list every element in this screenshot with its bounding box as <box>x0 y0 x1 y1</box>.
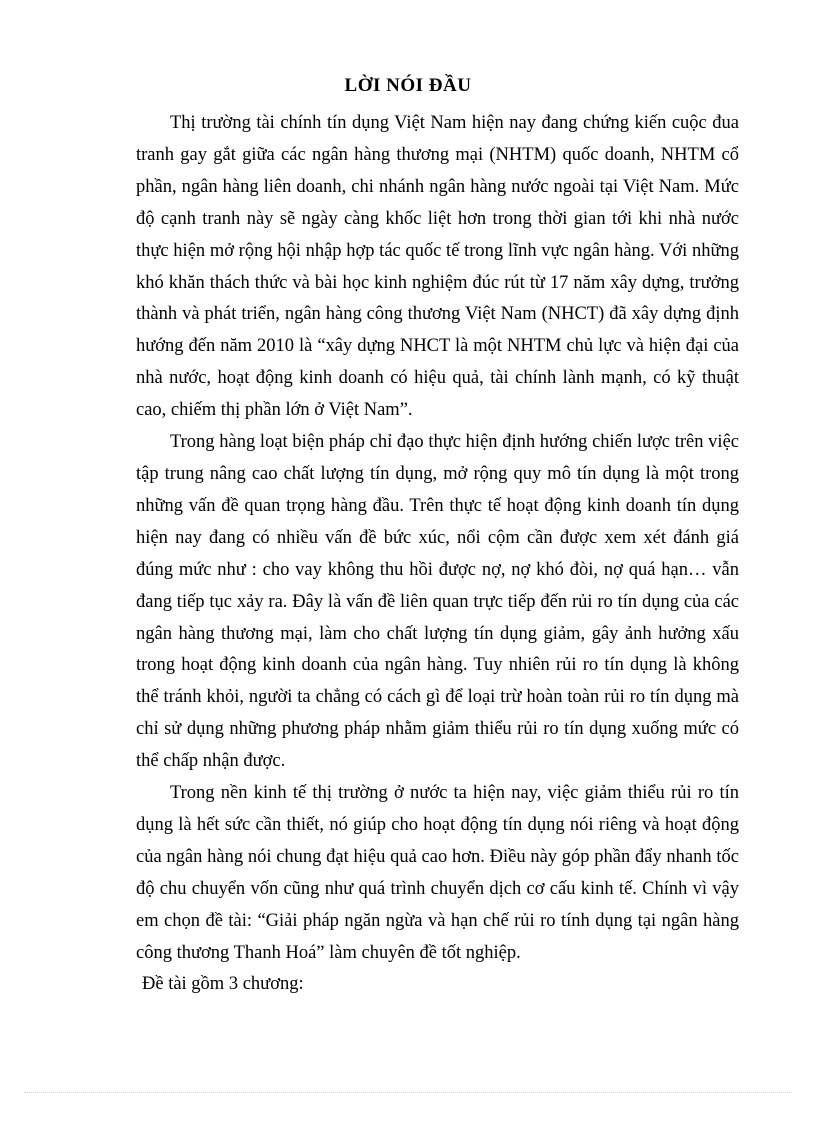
paragraph-topic-choice: Trong nền kinh tế thị trường ở nước ta hiện nay, việc giảm thiểu rủi ro tín dụng là hết sức cần thiết, nó giúp cho hoạt động tín dụng nói riêng và hoạt động của ngân hàng nói chung đạt hiệu quả cao hơn. Điều này góp phần đẩy nhanh tốc độ chu chuyển vốn cũng như quá trình chuyển dịch cơ cấu kinh tế. Chính vì vậy em chọn đề tài: “Giải pháp ngăn ngừa và hạn chế rủi ro tính dụng tại ngân hàng công thương Thanh Hoá” làm chuyên đề tốt nghiệp. <box>136 783 739 963</box>
paragraph-intro: Thị trường tài chính tín dụng Việt Nam hiện nay đang chứng kiến cuộc đua tranh gay gắt giữa các ngân hàng thương mại (NHTM) quốc doanh, NHTM cổ phần, ngân hàng liên doanh, chi nhánh ngân hàng nước ngoài tại Việt Nam. Mức độ cạnh tranh này sẽ ngày càng khốc liệt hơn trong thời gian tới khi nhà nước thực hiện mở rộng hội nhập hợp tác quốc tế trong lĩnh vực ngân hàng. Với những khó khăn thách thức và bài học kinh nghiệm đúc rút từ 17 năm xây dựng, trưởng thành và phát triển, ngân hàng công thương Việt Nam (NHCT) đã xây dựng định hướng đến năm 2010 là “xây dựng NHCT là một NHTM chủ lực và hiện đại của nhà nước, hoạt động kinh doanh có hiệu quả, tài chính lành mạnh, có kỹ thuật cao, chiếm thị phần lớn ở Việt Nam”. <box>136 113 739 421</box>
page-title: LỜI NÓI ĐẦU <box>344 75 472 96</box>
document-body <box>136 108 739 1001</box>
paragraph-credit-quality: Trong hàng loạt biện pháp chỉ đạo thực hiện định hướng chiến lược trên việc tập trung nâng cao chất lượng tín dụng, mở rộng quy mô tín dụng là một trong những vấn đề quan trọng hàng đầu. Trên thực tế hoạt động kinh doanh tín dụng hiện nay đang có nhiều vấn đề bức xúc, nổi cộm cần được xem xét đánh giá đúng mức như : cho vay không thu hồi được nợ, nợ khó đòi, nợ quá hạn… vẫn đang tiếp tục xảy ra. Đây là vấn đề liên quan trực tiếp đến rủi ro tín dụng của các ngân hàng thương mại, làm cho chất lượng tín dụng giảm, gây ảnh hưởng xấu trong hoạt động kinh doanh của ngân hàng. Tuy nhiên rủi ro tín dụng là không thể tránh khỏi, người ta chẳng có cách gì để loại trừ hoàn toàn rủi ro tín dụng mà chỉ sử dụng những phương pháp nhằm giảm thiểu rủi ro tín dụng xuống mức có thể chấp nhận được. <box>136 432 739 772</box>
page-footer-divider <box>24 1092 792 1093</box>
paragraph-chapters: Đề tài gồm 3 chương: <box>142 974 304 995</box>
